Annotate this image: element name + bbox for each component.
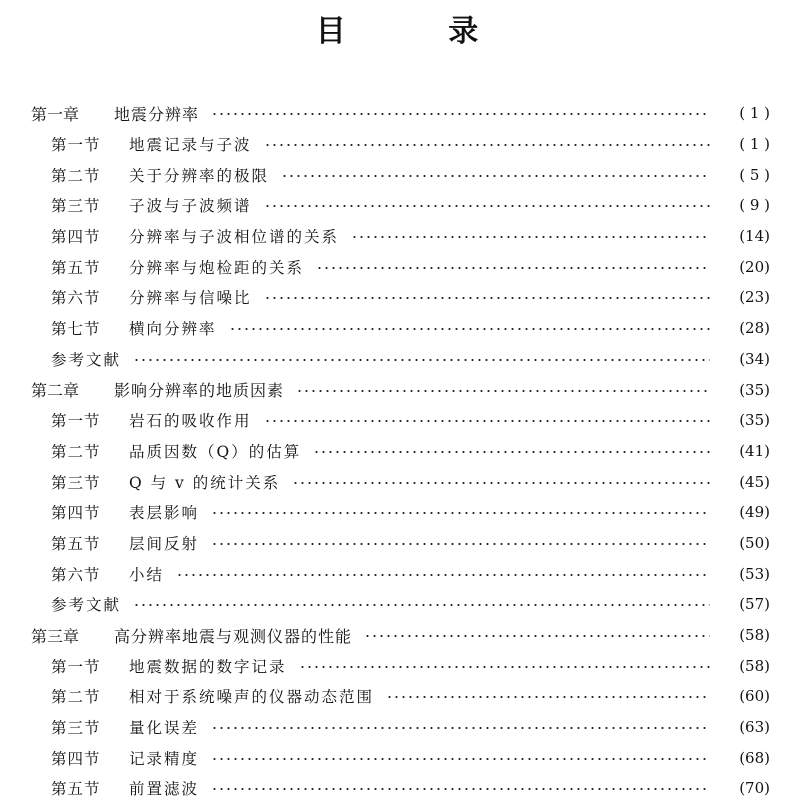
toc-section-entry [0, 681, 794, 712]
toc-section-entry [0, 313, 794, 344]
entry-title: 参考文献 [51, 350, 122, 369]
entry-title: 记录精度 [129, 749, 200, 768]
entry-number: 第五节 [51, 780, 101, 799]
dot-leader [281, 175, 710, 177]
entry-number: 第五节 [51, 258, 101, 277]
dot-leader [364, 635, 710, 637]
entry-title: 关于分辨率的极限 [129, 166, 270, 185]
dot-leader [211, 543, 710, 545]
entry-title: 高分辨率地震与观测仪器的性能 [114, 626, 353, 646]
entry-title: 量化误差 [129, 719, 200, 738]
toc-chapter-entry [0, 620, 794, 651]
entry-title: 分辨率与子波相位谱的关系 [129, 228, 340, 247]
dot-leader [133, 359, 710, 361]
toc-section-entry [0, 344, 794, 375]
entry-page-number: ( 1 ) [739, 104, 770, 123]
entry-page-number: (14) [739, 227, 770, 246]
dot-leader [351, 236, 710, 238]
entry-title: 横向分辨率 [129, 320, 217, 339]
entry-title: 分辨率与炮检距的关系 [129, 258, 305, 277]
entry-title: 影响分辨率的地质因素 [114, 381, 285, 401]
dot-leader [211, 788, 710, 790]
entry-title: 分辨率与信噪比 [129, 289, 252, 308]
dot-leader [313, 451, 710, 453]
dot-leader [292, 482, 710, 484]
dot-leader [316, 267, 710, 269]
toc-section-entry [0, 405, 794, 436]
entry-page-number: (70) [739, 779, 770, 798]
dot-leader [133, 604, 710, 606]
table-of-contents [0, 98, 794, 804]
entry-number: 第六节 [51, 565, 101, 584]
entry-title: 相对于系统噪声的仪器动态范围 [129, 688, 375, 707]
entry-page-number: (57) [739, 595, 770, 614]
entry-title: 前置滤波 [129, 780, 200, 799]
entry-number: 第二章 [31, 381, 80, 401]
entry-title: Q 与 v 的统计关系 [129, 473, 281, 492]
toc-section-entry [0, 190, 794, 221]
entry-title: 地震分辨率 [114, 104, 200, 124]
dot-leader [211, 758, 710, 760]
entry-number: 第三章 [31, 626, 80, 646]
entry-number: 第四节 [51, 504, 101, 523]
entry-number: 第三节 [51, 197, 101, 216]
entry-page-number: (23) [739, 288, 770, 307]
dot-leader [176, 574, 710, 576]
dot-leader [211, 727, 710, 729]
entry-title: 地震记录与子波 [129, 136, 252, 155]
entry-title: 参考文献 [51, 596, 122, 615]
entry-page-number: (45) [739, 472, 770, 491]
toc-section-entry [0, 712, 794, 743]
dot-leader [264, 144, 710, 146]
entry-page-number: ( 1 ) [739, 135, 770, 154]
entry-page-number: (35) [739, 411, 770, 430]
entry-page-number: (60) [739, 687, 770, 706]
entry-page-number: (63) [739, 718, 770, 737]
entry-number: 第六节 [51, 289, 101, 308]
entry-title: 子波与子波频谱 [129, 197, 252, 216]
toc-section-entry [0, 129, 794, 160]
toc-section-entry [0, 282, 794, 313]
dot-leader [264, 297, 710, 299]
toc-section-entry [0, 159, 794, 190]
toc-chapter-entry [0, 374, 794, 405]
entry-page-number: (58) [739, 626, 770, 645]
entry-page-number: (28) [739, 319, 770, 338]
entry-title: 地震数据的数字记录 [129, 657, 287, 676]
dot-leader [386, 696, 710, 698]
entry-page-number: (20) [739, 257, 770, 276]
entry-number: 第一节 [51, 136, 101, 155]
entry-number: 第二节 [51, 442, 101, 461]
entry-number: 第四节 [51, 228, 101, 247]
toc-section-entry [0, 650, 794, 681]
dot-leader [229, 328, 710, 330]
dot-leader [296, 390, 710, 392]
toc-section-entry [0, 742, 794, 773]
entry-page-number: (68) [739, 748, 770, 767]
entry-title: 岩石的吸收作用 [129, 412, 252, 431]
entry-title: 表层影响 [129, 504, 200, 523]
dot-leader [264, 420, 710, 422]
entry-page-number: (34) [739, 349, 770, 368]
dot-leader [264, 205, 710, 207]
entry-page-number: (35) [739, 380, 770, 399]
entry-number: 第三节 [51, 719, 101, 738]
entry-number: 第四节 [51, 749, 101, 768]
entry-number: 第三节 [51, 473, 101, 492]
toc-section-entry [0, 221, 794, 252]
toc-section-entry [0, 528, 794, 559]
entry-page-number: (50) [739, 533, 770, 552]
entry-number: 第七节 [51, 320, 101, 339]
entry-page-number: ( 9 ) [739, 196, 770, 215]
toc-section-entry [0, 497, 794, 528]
entry-title: 品质因数（Q）的估算 [129, 442, 302, 461]
entry-number: 第一章 [31, 104, 80, 124]
entry-title: 小结 [129, 565, 165, 584]
entry-number: 第五节 [51, 534, 101, 553]
entry-number: 第一节 [51, 657, 101, 676]
entry-page-number: ( 5 ) [739, 165, 770, 184]
entry-number: 第二节 [51, 688, 101, 707]
toc-section-entry [0, 773, 794, 804]
page-title: 目 录 [315, 14, 525, 49]
toc-section-entry [0, 251, 794, 282]
dot-leader [211, 113, 710, 115]
entry-page-number: (49) [739, 503, 770, 522]
toc-section-entry [0, 436, 794, 467]
toc-section-entry [0, 589, 794, 620]
dot-leader [299, 666, 710, 668]
entry-page-number: (41) [739, 441, 770, 460]
dot-leader [211, 512, 710, 514]
toc-section-entry [0, 466, 794, 497]
toc-section-entry [0, 558, 794, 589]
entry-number: 第一节 [51, 412, 101, 431]
entry-page-number: (58) [739, 656, 770, 675]
toc-chapter-entry [0, 98, 794, 129]
entry-title: 层间反射 [129, 534, 200, 553]
entry-number: 第二节 [51, 166, 101, 185]
entry-page-number: (53) [739, 564, 770, 583]
